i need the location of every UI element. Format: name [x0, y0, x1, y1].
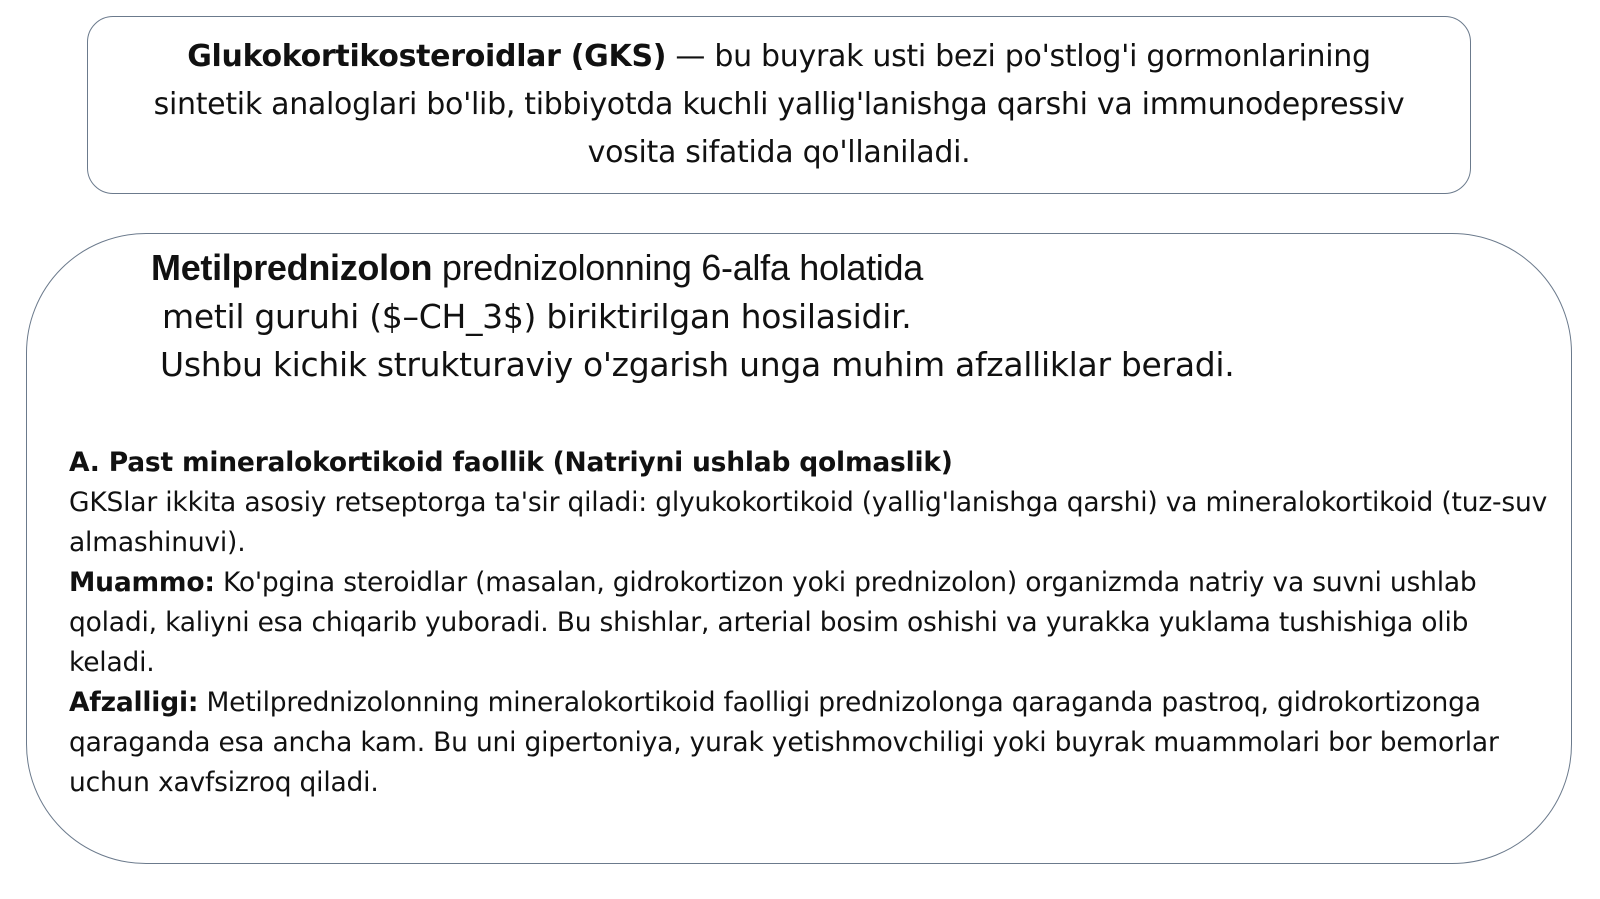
problem-text: Ko'pgina steroidlar (masalan, gidrokortizon yoki prednizolon) organizmda natriy va suvni ushlab qoladi, kaliyni esa chiqarib yuboradi. Bu shishlar, arterial bosim oshishi va yurakka yuklama tushishiga olib keladi. — [69, 567, 1477, 678]
section-a-body: GKSlar ikkita asosiy retseptorga ta'sir qiladi: glyukokortikoid (yallig'lanishga qarshi) va mineralokortikoid (tuz-suv almashinuvi). — [69, 487, 1548, 558]
definition-body: — bu buyrak usti bezi po'stlog'i gormonlarining sintetik analoglari bo'lib, tibbiyotda kuchli yallig'lanishga qarshi va immunodepressiv vosita sifatida qo'llaniladi. — [153, 39, 1405, 170]
intro-text — [151, 244, 1234, 389]
problem-label: Muammo: — [69, 567, 215, 598]
problem-paragraph — [69, 563, 1549, 683]
intro-line-1 — [151, 244, 1234, 293]
advantage-text: Metilprednizolonning mineralokortikoid faolligi prednizolonga qaraganda pastroq, gidrokortizonga qaraganda esa ancha kam. Bu uni gipertoniya, yurak yetishmovchiligi yoki buyrak muammolari bor bemorlar uchun xavfsizroq qiladi. — [69, 687, 1499, 798]
section-a-heading-text: A. Past mineralokortikoid faollik (Natriyni ushlab qolmaslik) — [69, 447, 953, 478]
definition-text — [148, 33, 1410, 177]
intro-line-2: metil guruhi ($–CH_3$) biriktirilgan hosilasidir. — [162, 297, 912, 336]
section-a — [69, 443, 1549, 803]
advantage-paragraph — [69, 683, 1549, 803]
section-a-heading — [69, 443, 1549, 483]
definition-box — [87, 16, 1471, 194]
advantage-label: Afzalligi: — [69, 687, 199, 718]
intro-line-1-rest: prednizolonning 6-alfa holatida — [432, 247, 923, 288]
intro-term: Metilprednizolon — [151, 247, 433, 288]
intro-line-3: Ushbu kichik strukturaviy o'zgarish unga muhim afzalliklar beradi. — [160, 345, 1235, 384]
definition-term: Glukokortikosteroidlar (GKS) — [187, 39, 667, 74]
